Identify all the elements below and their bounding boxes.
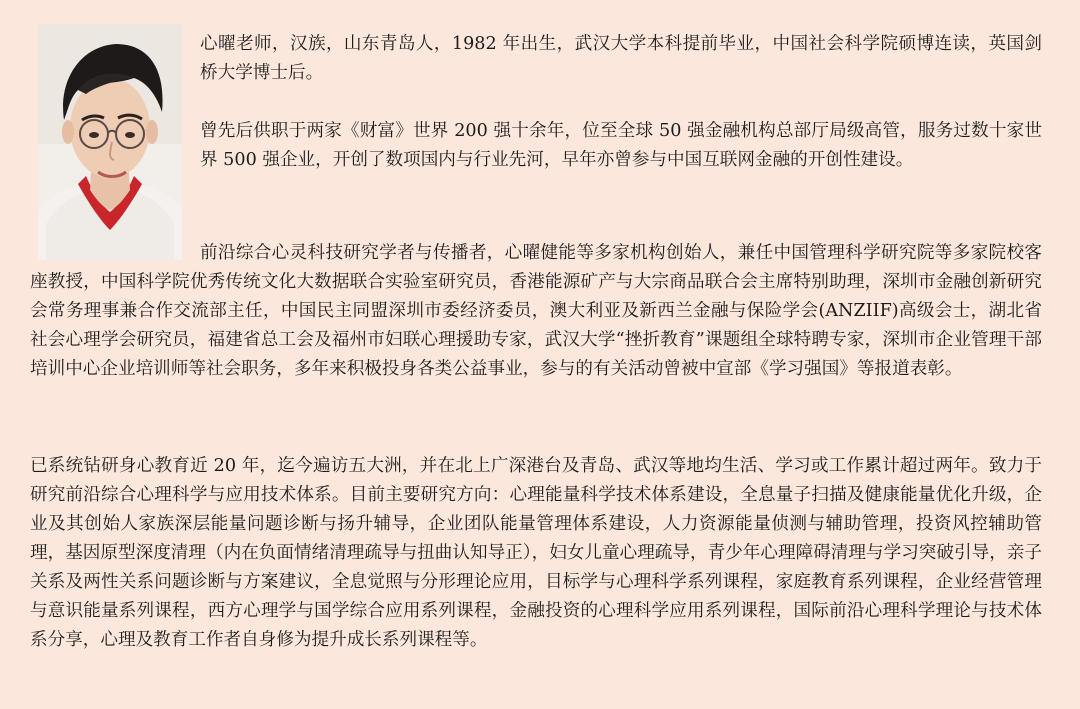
bio-research: 已系统钻研身心教育近 20 年，迄今遍访五大洲，并在北上广深港台及青岛、武汉等地均生活、学习或工作累计超过两年。致力于研究前沿综合心理科学与应用技术体系。目前主要研究方向：心理能量科学技术体系建设，全息量子扫描及健康能量优化升级，企业及其创始人家族深层能量问题诊断与扬升辅导，企业团队能量管理体系建设，人力资源能量侦测与辅助管理，投资风控辅助管理，基因原型深度清理（内在负面情绪清理疏导与扭曲认知导正），妇女儿童心理疏导，青少年心理障碍清理与学习突破引导，亲子关系及两性关系问题诊断与方案建议，全息觉照与分形理论应用，目标学与心理科学系列课程，家庭教育系列课程，企业经营管理与意识能量系列课程，西方心理学与国学综合应用系列课程，金融投资的心理科学应用系列课程，国际前沿心理科学理论与技术体系分享，心理及教育工作者自身修为提升成长系列课程等。 [30, 456, 1042, 650]
bio-top-block [200, 30, 1042, 175]
bio-roles-block [30, 239, 1042, 384]
portrait-image [38, 24, 182, 260]
bio-research-block [30, 452, 1042, 655]
portrait-photo [38, 24, 182, 260]
bio-career: 曾先后供职于两家《财富》世界 200 强十余年，位至全球 50 强金融机构总部厅局级高管，服务过数十家世界 500 强企业，开创了数项国内与行业先河，早年亦曾参与中国互联网金融的开创性建设。 [200, 121, 1042, 170]
bio-roles: 前沿综合心灵科技研究学者与传播者，心曜健能等多家机构创始人，兼任中国管理科学研究院等多家院校客座教授，中国科学院优秀传统文化大数据联合实验室研究员，香港能源矿产与大宗商品联合会主席特别助理，深圳市金融创新研究会常务理事兼合作交流部主任，中国民主同盟深圳市委经济委员，澳大利亚及新西兰金融与保险学会(ANZIIF)高级会士，湖北省社会心理学会研究员，福建省总工会及福州市妇联心理援助专家，武汉大学“挫折教育”课题组全球特聘专家，深圳市企业管理干部培训中心企业培训师等社会职务，多年来积极投身各类公益事业，参与的有关活动曾被中宣部《学习强国》等报道表彰。 [30, 243, 1042, 379]
bio-intro: 心曜老师，汉族，山东青岛人，1982 年出生，武汉大学本科提前毕业，中国社会科学院硕博连读，英国剑桥大学博士后。 [200, 34, 1042, 83]
